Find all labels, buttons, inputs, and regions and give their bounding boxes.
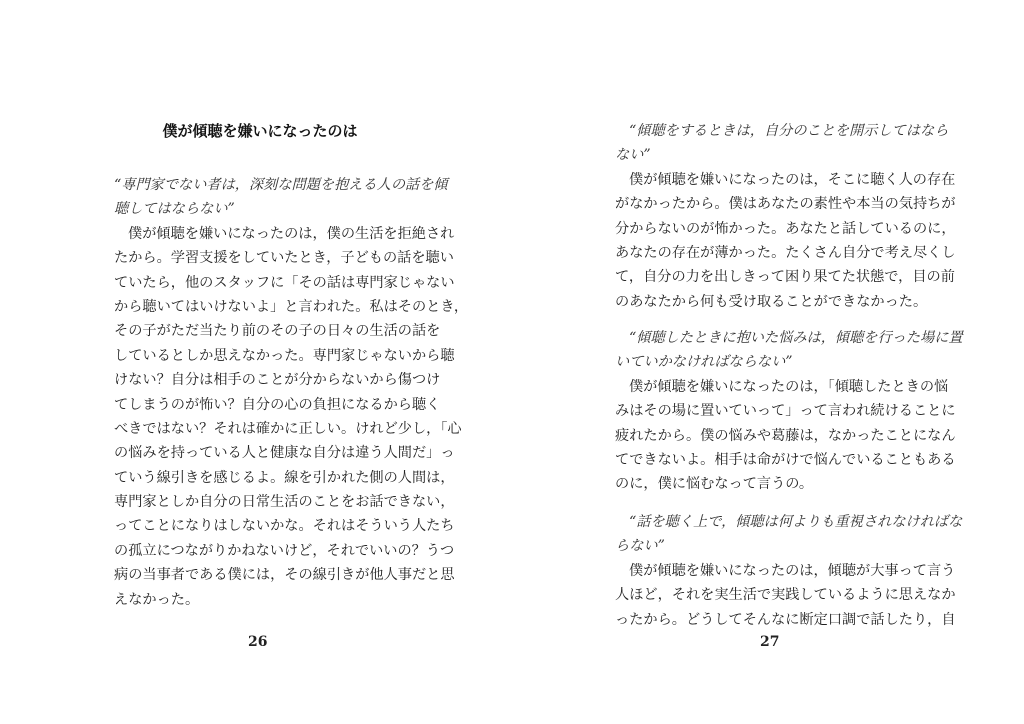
quote-line: “傾聴をするときは，自分のことを開示してはなら	[629, 123, 949, 139]
section-left-1	[114, 173, 469, 612]
body-line: から聴いてはいけないよ」と言われた。私はそのとき，	[114, 298, 469, 315]
body-line: 僕が傾聴を嫌いになったのは，そこに聴く人の存在	[629, 171, 956, 188]
body-line: 僕が傾聴を嫌いになったのは，僕の生活を拒絶され	[128, 225, 455, 242]
body-line: のに，僕に悩むなって言うの。	[615, 476, 814, 493]
body-line: けない？自分は相手のことが分からないから傷つけ	[114, 372, 441, 389]
body-line: てしまうのが怖い？自分の心の負担になるから聴く	[114, 396, 441, 413]
body-line: 分からないのが怖かった。あなたと話しているのに，	[615, 220, 956, 237]
body-line: の悩みを持っている人と健康な自分は違う人間だ」っ	[114, 445, 455, 462]
section-right-2	[615, 326, 963, 497]
section-right-3	[615, 510, 963, 632]
body-line: 病の当事者である僕には，その線引きが他人事だと思	[114, 567, 455, 584]
page-number-left: 26	[248, 634, 268, 650]
body-line: て，自分の力を出しきって困り果てた状態で，目の前	[615, 269, 955, 286]
body-line: 専門家としか自分の日常生活のことをお話できない，	[114, 494, 455, 511]
body-line: 人ほど，それを実生活で実践しているように思えなか	[615, 587, 956, 604]
section-right-1	[615, 119, 956, 314]
quote-line: ない”	[615, 147, 651, 164]
body-line: てできないよ。相手は命がけで悩んでいることもある	[615, 451, 956, 468]
quote-line: “専門家でない者は，深刻な問題を抱える人の話を傾	[114, 177, 448, 193]
body-line: 僕が傾聴を嫌いになったのは，傾聴が大事って言う	[629, 562, 956, 579]
body-line: の孤立につながりかねないけど，それでいいの？うつ	[114, 542, 455, 559]
body-line: その子がただ当たり前のその子の日々の生活の話を	[114, 323, 441, 340]
body-line: しているとしか思えなかった。専門家じゃないから聴	[114, 347, 455, 364]
quote-line: いていかなければならない”	[615, 354, 793, 371]
body-line: ていたら，他のスタッフに「その話は専門家じゃない	[114, 274, 455, 291]
body-line: えなかった。	[114, 591, 200, 608]
quote-line: 聴してはならない”	[114, 201, 235, 218]
body-line: たから。学習支援をしていたとき，子どもの話を聴い	[114, 250, 454, 267]
body-line: 疲れたから。僕の悩みや葛藤は，なかったことになん	[615, 427, 956, 444]
body-line: あなたの存在が薄かった。たくさん自分で考え尽くし	[615, 244, 956, 261]
quote-line: “傾聴したときに抱いた悩みは，傾聴を行った場に置	[629, 330, 963, 346]
body-line: みはその場に置いていって」って言われ続けることに	[615, 403, 956, 420]
body-line: ていう線引きを感じるよ。線を引かれた側の人間は，	[114, 469, 455, 486]
quote-line: “話を聴く上で，傾聴は何よりも重視されなければな	[629, 514, 963, 530]
body-line: のあなたから何も受け取ることができなかった。	[615, 293, 928, 310]
quote-line: らない”	[615, 538, 665, 555]
page-number-right: 27	[760, 634, 780, 650]
right-page	[512, 0, 1024, 724]
body-line: 僕が傾聴を嫌いになったのは，「傾聴したときの悩	[629, 378, 949, 395]
body-line: がなかったから。僕はあなたの素性や本当の気持ちが	[615, 196, 956, 213]
chapter-title: 僕が傾聴を嫌いになったのは	[162, 122, 358, 140]
body-line: ったから。どうしてそんなに断定口調で話したり，自	[615, 611, 956, 628]
body-line: ってことになりはしないかな。それはそういう人たち	[114, 518, 455, 535]
body-line: べきではない？それは確かに正しい。けれど少し，「心	[114, 420, 462, 437]
